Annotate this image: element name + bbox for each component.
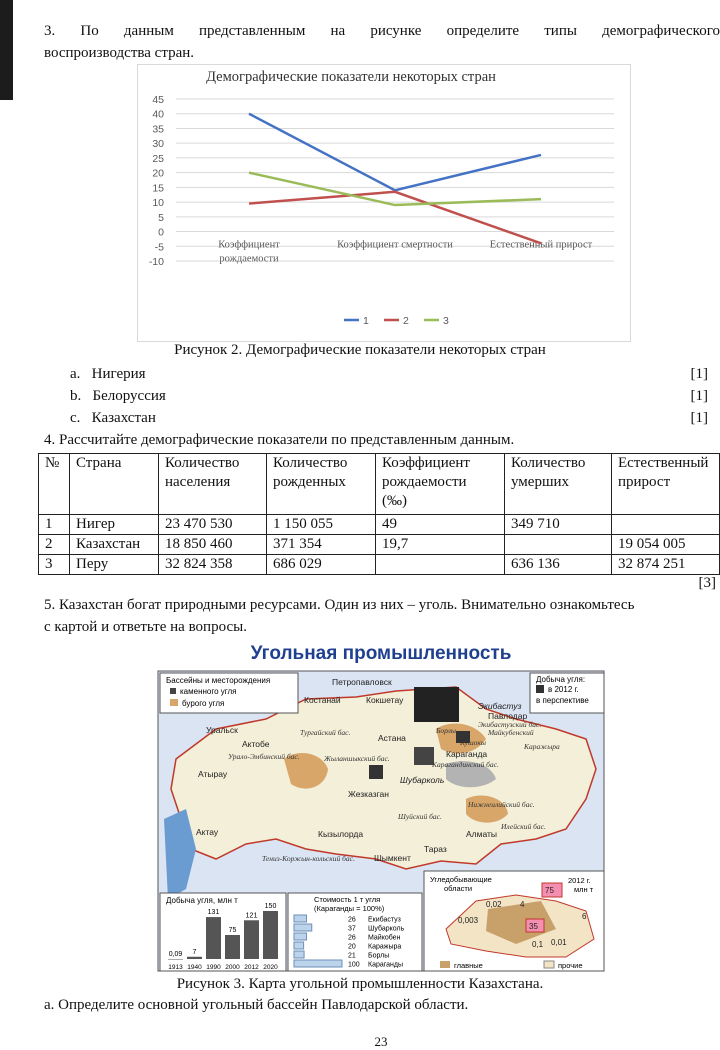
y-tick-label: 20 bbox=[152, 168, 164, 180]
production-2012-label: в 2012 г. bbox=[548, 685, 579, 694]
basin-label: Экибастузский бас. bbox=[478, 720, 541, 729]
header-line: Коэффициент bbox=[382, 455, 470, 471]
cost-value: 26 bbox=[348, 917, 356, 924]
cost-place: Майкобен bbox=[368, 934, 401, 942]
inset-year: 2012 bbox=[244, 964, 259, 971]
city-label: Петропавловск bbox=[332, 677, 392, 687]
cost-place: Борлы bbox=[368, 953, 389, 960]
option-c bbox=[70, 410, 156, 427]
table-row bbox=[39, 535, 720, 555]
cost-bar bbox=[294, 951, 304, 958]
karaganda-production-square bbox=[414, 747, 434, 765]
regions-legend-other: прочие bbox=[558, 961, 583, 970]
header-line: умерших bbox=[511, 474, 569, 490]
inset-bar-value: 131 bbox=[208, 909, 220, 916]
cost-bar bbox=[294, 960, 342, 967]
legend-label: 1 bbox=[363, 315, 369, 327]
legend-hard-coal-swatch bbox=[170, 688, 176, 694]
question-3-word: на bbox=[330, 20, 345, 42]
x-tick-label: Естественный прирост bbox=[490, 240, 593, 251]
legend-label: 2 bbox=[403, 315, 409, 327]
city-label: Экибастуз bbox=[478, 701, 522, 711]
region-value: 4 bbox=[520, 900, 525, 909]
table-cell bbox=[376, 555, 505, 575]
header-natural-increase bbox=[612, 454, 720, 515]
city-label: Кокшетау bbox=[366, 695, 404, 705]
region-value: 35 bbox=[529, 922, 538, 931]
table-cell: Нигер bbox=[70, 515, 159, 535]
header-population bbox=[159, 454, 267, 515]
region-value: 0,02 bbox=[486, 900, 502, 909]
x-tick-label: Коэффициент смертности bbox=[337, 240, 453, 251]
series-line-1 bbox=[249, 114, 541, 191]
inset-bar-value: 121 bbox=[246, 912, 258, 919]
option-c-mark: [1] bbox=[691, 410, 709, 427]
series-line-2 bbox=[249, 192, 541, 244]
cost-value: 100 bbox=[348, 962, 360, 969]
legend-brown-coal-swatch bbox=[170, 699, 178, 706]
basin-label: Тениз-Коржын-кольский бас. bbox=[262, 854, 355, 863]
city-label: Жезказган bbox=[348, 789, 389, 799]
basin-label: Илейский бас. bbox=[500, 822, 546, 831]
header-line: Количество bbox=[273, 455, 347, 471]
table-cell: Казахстан bbox=[70, 535, 159, 555]
regions-unit-2: млн т bbox=[574, 885, 594, 894]
basin-label: Шуйский бас. bbox=[397, 812, 442, 821]
basin-label: Тургайский бас. bbox=[300, 728, 350, 737]
inset-year: 1990 bbox=[206, 964, 221, 971]
y-tick-label: -5 bbox=[155, 241, 164, 253]
option-text: Казахстан bbox=[92, 410, 156, 426]
table-cell: 18 850 460 bbox=[159, 535, 267, 555]
question-3-word: данным bbox=[124, 20, 174, 42]
question-3 bbox=[44, 20, 720, 64]
header-line: Количество bbox=[511, 455, 585, 471]
inset-year: 1913 bbox=[168, 964, 183, 971]
header-births bbox=[267, 454, 376, 515]
chart-svg bbox=[138, 65, 630, 341]
y-tick-label: 30 bbox=[152, 138, 164, 150]
y-tick-label: 5 bbox=[158, 212, 164, 224]
legend-title: Бассейны и месторождения bbox=[166, 676, 270, 685]
table-cell: 1 bbox=[39, 515, 70, 535]
table-cell: 636 136 bbox=[505, 555, 612, 575]
question-4-mark: [3] bbox=[699, 575, 717, 592]
option-letter: b. bbox=[70, 388, 81, 404]
page-number: 23 bbox=[0, 1034, 720, 1050]
header-line: рождаемости bbox=[382, 474, 467, 490]
header-line: населения bbox=[165, 474, 230, 490]
header-birth-rate bbox=[376, 454, 505, 515]
question-5-line-1: 5. Казахстан богат природными ресурсами. Один из них – уголь. Внимательно ознакомьтесь bbox=[44, 597, 634, 614]
question-3-word: рисунке bbox=[370, 20, 421, 42]
city-label: Тараз bbox=[424, 844, 447, 854]
regions-title: Угледобывающие bbox=[430, 875, 492, 884]
cost-place: Караганды bbox=[368, 962, 403, 969]
city-label: Астана bbox=[378, 733, 406, 743]
city-label: Павлодар bbox=[488, 711, 527, 721]
question-5-line-2: с картой и ответьте на вопросы. bbox=[44, 619, 247, 636]
basin-label: Каражыра bbox=[523, 742, 560, 751]
cost-value: 20 bbox=[348, 944, 356, 951]
x-tick-label: Коэффициент bbox=[218, 240, 280, 251]
city-label: Костанай bbox=[304, 695, 341, 705]
table-cell: 23 470 530 bbox=[159, 515, 267, 535]
cost-value: 26 bbox=[348, 935, 356, 942]
table-row bbox=[39, 515, 720, 535]
header-line: Страна bbox=[76, 455, 121, 471]
option-b bbox=[70, 388, 166, 405]
region-value: 0,1 bbox=[532, 940, 544, 949]
cost-subtitle: (Караганды = 100%) bbox=[314, 904, 385, 913]
option-letter: c. bbox=[70, 410, 80, 426]
y-tick-label: 35 bbox=[152, 123, 164, 135]
chart-title: Демографические показатели некоторых стран bbox=[206, 69, 496, 85]
demographic-chart bbox=[137, 64, 631, 342]
inset-bar-value: 0,09 bbox=[169, 951, 183, 958]
cost-bar bbox=[294, 933, 306, 940]
city-label: Актобе bbox=[242, 739, 270, 749]
cost-place: Шубарколь bbox=[368, 925, 405, 933]
inset-year: 1940 bbox=[187, 964, 202, 971]
inset-year: 2000 bbox=[225, 964, 240, 971]
header-line: Количество bbox=[165, 455, 239, 471]
table-cell: Перу bbox=[70, 555, 159, 575]
city-label: Караганда bbox=[446, 749, 487, 759]
y-tick-label: 15 bbox=[152, 182, 164, 194]
legend-brown-coal: бурого угля bbox=[182, 699, 224, 708]
inset-bar bbox=[225, 935, 240, 959]
question-3-number: 3. bbox=[44, 20, 55, 42]
table-cell: 32 824 358 bbox=[159, 555, 267, 575]
question-3-word: демографического bbox=[602, 20, 720, 42]
question-3-word: По bbox=[80, 20, 98, 42]
cost-bar bbox=[294, 915, 306, 922]
question-3-word: представленным bbox=[199, 20, 305, 42]
table-header-row bbox=[39, 454, 720, 515]
option-b-mark: [1] bbox=[691, 388, 709, 405]
legend-main-swatch bbox=[440, 961, 450, 968]
basin-label: Урало-Эмбинский бас. bbox=[228, 752, 300, 761]
region-value: 75 bbox=[545, 886, 554, 895]
city-label: Алматы bbox=[466, 829, 497, 839]
figure-3-caption: Рисунок 3. Карта угольной промышленности Казахстана. bbox=[0, 976, 720, 993]
question-3-word: определите bbox=[447, 20, 520, 42]
city-label: Шымкент bbox=[374, 853, 411, 863]
region-value: 0,01 bbox=[551, 938, 567, 947]
option-letter: a. bbox=[70, 366, 80, 382]
inset-year: 2020 bbox=[263, 964, 278, 971]
question-a: a. Определите основной угольный бассейн Павлодарской области. bbox=[44, 997, 468, 1014]
question-3-line-2: воспроизводства стран. bbox=[44, 42, 720, 64]
header-line: прирост bbox=[618, 474, 670, 490]
regions-title-2: области bbox=[444, 884, 472, 893]
header-line: Естественный bbox=[618, 455, 708, 471]
table-cell: 371 354 bbox=[267, 535, 376, 555]
inset-bar bbox=[187, 957, 202, 959]
table-cell: 2 bbox=[39, 535, 70, 555]
inset-title: Добыча угля, млн т bbox=[166, 896, 238, 905]
region-value: 6 bbox=[582, 912, 587, 921]
cost-title: Стоимость 1 т угля bbox=[314, 895, 380, 904]
table-cell: 1 150 055 bbox=[267, 515, 376, 535]
city-label: Кызылорда bbox=[318, 829, 363, 839]
cost-bar bbox=[294, 924, 312, 931]
map-title: Угольная промышленность bbox=[156, 643, 606, 665]
y-tick-label: 25 bbox=[152, 153, 164, 165]
regions-unit: 2012 г. bbox=[568, 876, 591, 885]
y-tick-label: 40 bbox=[152, 109, 164, 121]
option-text: Белоруссия bbox=[93, 388, 166, 404]
legend-hard-coal: каменного угля bbox=[180, 687, 237, 696]
coal-map bbox=[156, 639, 606, 972]
city-label: Уральск bbox=[206, 725, 238, 735]
cost-value: 37 bbox=[348, 926, 356, 933]
region-value: 0,003 bbox=[458, 916, 479, 925]
header-country bbox=[70, 454, 159, 515]
inset-bar-value: 75 bbox=[229, 927, 237, 934]
city-label: Шубарколь bbox=[400, 775, 444, 785]
cost-place: Екибастуз bbox=[368, 916, 401, 924]
header-deaths bbox=[505, 454, 612, 515]
table-cell: 3 bbox=[39, 555, 70, 575]
header-line: (‰) bbox=[382, 493, 407, 509]
header-line: № bbox=[45, 455, 59, 471]
table-cell bbox=[612, 515, 720, 535]
x-tick-label: рождаемости bbox=[219, 254, 279, 265]
cost-bar bbox=[294, 942, 304, 949]
inset-bar bbox=[244, 920, 259, 959]
y-tick-label: -10 bbox=[149, 256, 164, 268]
table-cell: 49 bbox=[376, 515, 505, 535]
y-tick-label: 45 bbox=[152, 94, 164, 106]
option-a-mark: [1] bbox=[691, 366, 709, 383]
y-tick-label: 0 bbox=[158, 227, 164, 239]
basin-label: Карагандинский бас. bbox=[431, 760, 499, 769]
table-cell: 349 710 bbox=[505, 515, 612, 535]
question-4-text: 4. Рассчитайте демографические показатели по представленным данным. bbox=[44, 432, 514, 449]
y-tick-label: 10 bbox=[152, 197, 164, 209]
option-text: Нигерия bbox=[92, 366, 146, 382]
inset-bar bbox=[263, 911, 278, 959]
production-2012-swatch bbox=[536, 685, 544, 693]
demographic-table bbox=[38, 453, 720, 575]
regions-legend-main: главные bbox=[454, 961, 483, 970]
question-3-line-1 bbox=[44, 20, 720, 42]
basin-label: Нижнеилийский бас. bbox=[467, 800, 535, 809]
header-line: рожденных bbox=[273, 474, 346, 490]
basin-label: Борлы bbox=[435, 726, 456, 735]
legend-label: 3 bbox=[443, 315, 449, 327]
inset-bar-value: 150 bbox=[265, 903, 277, 910]
table-cell: 686 029 bbox=[267, 555, 376, 575]
city-label: Атырау bbox=[198, 769, 228, 779]
table-cell: 32 874 251 bbox=[612, 555, 720, 575]
table-cell: 19,7 bbox=[376, 535, 505, 555]
table-row bbox=[39, 555, 720, 575]
table-cell: 19 054 005 bbox=[612, 535, 720, 555]
scan-edge-shadow bbox=[0, 0, 13, 100]
basin-label: Майкубенский bbox=[487, 728, 534, 737]
inset-bar bbox=[168, 959, 183, 960]
ekibastuz-production-square bbox=[414, 687, 459, 722]
inset-bar bbox=[206, 917, 221, 959]
table-cell bbox=[505, 535, 612, 555]
header-number bbox=[39, 454, 70, 515]
cost-place: Каражыра bbox=[368, 944, 401, 951]
basin-label: Кушокы bbox=[459, 738, 486, 747]
option-a bbox=[70, 366, 146, 383]
basin-label: Жыланшыкский бас. bbox=[323, 754, 390, 763]
inset-bar-value: 7 bbox=[193, 949, 197, 956]
city-label: Актау bbox=[196, 827, 219, 837]
question-3-word: типы bbox=[544, 20, 577, 42]
cost-value: 21 bbox=[348, 953, 356, 960]
production-legend-title: Добыча угля: bbox=[536, 675, 585, 684]
figure-2-caption: Рисунок 2. Демографические показатели некоторых стран bbox=[0, 342, 720, 359]
shubarkol-production-square bbox=[369, 765, 383, 779]
production-future-label: в перспективе bbox=[536, 696, 589, 705]
legend-other-swatch bbox=[544, 961, 554, 968]
